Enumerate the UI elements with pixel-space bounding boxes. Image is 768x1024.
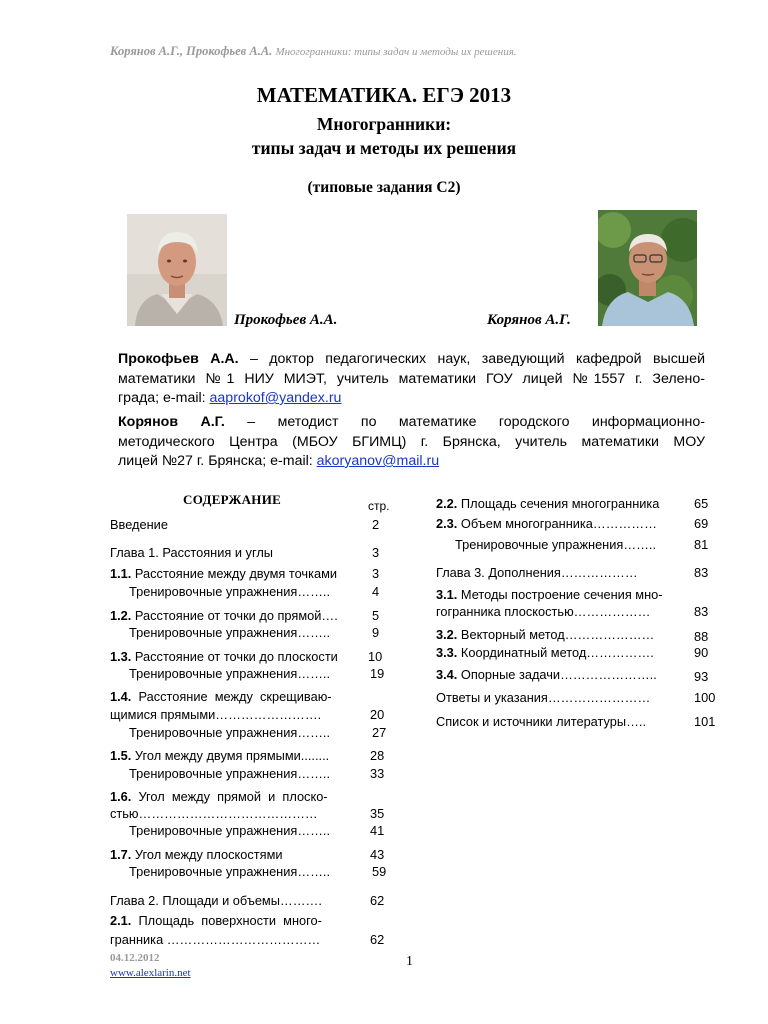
toc-entry-exercises[interactable] — [129, 823, 330, 838]
toc-page: 28 — [370, 748, 385, 763]
toc-entry-exercises[interactable] — [129, 625, 330, 640]
toc-entry-number: 1.5. — [110, 748, 132, 763]
email-link-prokofiev[interactable]: aaprokof@yandex.ru — [209, 390, 342, 406]
toc-entry-exercises[interactable] — [129, 864, 330, 879]
toc-entry-text: Глава 3. Дополнения……………… — [436, 565, 638, 580]
toc-entry-continuation[interactable] — [110, 932, 320, 947]
footer-site-link[interactable]: www.alexlarin.net — [110, 967, 191, 979]
toc-entry-2-1[interactable] — [110, 913, 322, 928]
toc-entry-exercises[interactable] — [129, 584, 330, 599]
toc-entry-text: щимися прямыми……………………. — [110, 707, 322, 722]
toc-heading: СОДЕРЖАНИЕ — [183, 492, 282, 507]
toc-entry-text: Список и источники литературы….. — [436, 714, 647, 729]
bio-text: методического Центра (МБОУ БГИМЦ) г. Брянска, учитель математики МОУ — [118, 433, 705, 450]
document-subtitle-line3: (типовые задания С2) — [307, 179, 461, 196]
toc-entry-text: Ответы и указания…………………… — [436, 690, 651, 705]
toc-page: 81 — [694, 537, 709, 552]
toc-entry-text: Тренировочные упражнения…….. — [129, 625, 331, 640]
toc-entry-text: Опорные задачи………………….. — [457, 667, 657, 682]
toc-page: 9 — [372, 625, 380, 640]
document-title: МАТЕМАТИКА. ЕГЭ 2013 — [256, 83, 512, 107]
author-photo-prokofiev — [127, 214, 227, 326]
toc-page: 62 — [370, 893, 385, 908]
toc-entry-number: 1.7. — [110, 847, 132, 862]
toc-entry-text: Координатный метод……………. — [457, 645, 654, 660]
toc-entry-1-7[interactable] — [110, 847, 283, 862]
toc-entry-number: 1.6. — [110, 789, 132, 804]
toc-entry-chapter1[interactable] — [110, 545, 273, 560]
toc-entry-3-4[interactable] — [436, 667, 657, 682]
page-number: 1 — [406, 954, 413, 969]
author-name-prokofiev: Прокофьев А.А. — [234, 312, 338, 328]
toc-entry-continuation[interactable] — [110, 707, 321, 722]
toc-entry-text: Введение — [110, 517, 168, 532]
toc-entry-text: Тренировочные упражнения…….. — [129, 823, 331, 838]
toc-page: 2 — [372, 517, 380, 532]
toc-entry-text: Векторный метод………………… — [457, 627, 655, 642]
toc-page: 65 — [694, 496, 709, 511]
toc-entry-text: Тренировочные упражнения…….. — [129, 864, 331, 879]
toc-entry-number: 1.4. — [110, 689, 132, 704]
toc-entry-text: Расстояние от точки до плоскости — [131, 649, 338, 664]
toc-entry-3-3[interactable] — [436, 645, 654, 660]
toc-entry-answers[interactable] — [436, 690, 650, 705]
toc-entry-number: 2.1. — [110, 913, 132, 928]
toc-page: 69 — [694, 516, 709, 531]
email-link-koryanov[interactable]: akoryanov@mail.ru — [316, 453, 440, 469]
portrait-image — [127, 214, 227, 326]
portrait-image — [598, 210, 697, 326]
toc-page: 83 — [694, 565, 709, 580]
author-bio-prokofiev — [118, 350, 705, 409]
toc-page: 3 — [372, 545, 380, 560]
toc-page: 3 — [372, 566, 380, 581]
toc-entry-exercises[interactable] — [129, 725, 330, 740]
toc-entry-number: 3.4. — [436, 667, 458, 682]
toc-page: 19 — [370, 666, 385, 681]
toc-entry-text: Угол между прямой и плоско- — [131, 789, 328, 804]
toc-entry-text: Площадь сечения многогранника — [457, 496, 660, 511]
toc-page: 100 — [694, 690, 716, 705]
toc-page: 41 — [370, 823, 385, 838]
toc-entry-chapter3[interactable] — [436, 565, 638, 580]
toc-entry-number: 3.3. — [436, 645, 458, 660]
toc-entry-1-3[interactable] — [110, 649, 338, 664]
toc-entry-text: Тренировочные упражнения…….. — [129, 725, 331, 740]
author-name-koryanov: Корянов А.Г. — [487, 312, 571, 328]
author-photo-koryanov — [598, 210, 697, 326]
toc-page: 43 — [370, 847, 385, 862]
footer-date: 04.12.2012 — [110, 952, 160, 964]
bio-text: – методист по математике городского информационно- — [224, 414, 705, 430]
bio-text: – доктор педагогических наук, заведующий кафедрой высшей — [238, 351, 705, 367]
toc-entry-text: Глава 2. Площади и объемы………. — [110, 893, 322, 908]
toc-page: 4 — [372, 584, 380, 599]
toc-entry-continuation[interactable] — [110, 806, 318, 821]
bio-text: града; e-mail: — [118, 390, 210, 406]
toc-entry-1-6[interactable] — [110, 789, 328, 804]
document-subtitle-line2: типы задач и методы их решения — [251, 138, 517, 158]
toc-page: 59 — [372, 864, 387, 879]
toc-entry-exercises[interactable] — [129, 766, 330, 781]
toc-entry-1-4[interactable] — [110, 689, 332, 704]
bio-name: Корянов А.Г. — [118, 414, 225, 430]
toc-page: 101 — [694, 714, 716, 729]
toc-entry-text: Методы построение сечения мно- — [457, 587, 663, 602]
toc-entry-number: 1.1. — [110, 566, 132, 581]
toc-entry-text: Площадь поверхности много- — [131, 913, 322, 928]
toc-entry-number: 2.3. — [436, 516, 458, 531]
author-bio-koryanov — [118, 413, 705, 472]
toc-entry-text: стью…………………………………… — [110, 806, 318, 821]
toc-page: 27 — [372, 725, 387, 740]
toc-page: 5 — [372, 608, 380, 623]
toc-page: 35 — [370, 806, 385, 821]
toc-entry-text: Тренировочные упражнения…….. — [455, 537, 657, 552]
bio-name: Прокофьев А.А. — [118, 351, 239, 367]
toc-entry-number: 2.2. — [436, 496, 458, 511]
running-header-authors: Корянов А.Г., Прокофьев А.А. — [110, 44, 273, 58]
toc-entry-3-1[interactable] — [436, 587, 663, 602]
toc-page: 62 — [370, 932, 385, 947]
toc-entry-number: 1.2. — [110, 608, 132, 623]
toc-entry-3-2[interactable] — [436, 627, 654, 642]
running-header — [110, 44, 517, 59]
toc-page: 10 — [368, 649, 383, 664]
toc-entry-text: Объем многогранника…………… — [457, 516, 657, 531]
toc-page: 93 — [694, 669, 709, 684]
toc-entry-1-5[interactable] — [110, 748, 329, 763]
toc-page: 20 — [370, 707, 385, 722]
toc-page: 33 — [370, 766, 385, 781]
toc-entry-exercises[interactable] — [129, 666, 330, 681]
toc-entry-bibliography[interactable] — [436, 714, 646, 729]
toc-entry-text: гранника ……………………………… — [110, 932, 321, 947]
toc-entry-2-2[interactable] — [436, 496, 659, 511]
toc-entry-text: Тренировочные упражнения…….. — [129, 584, 331, 599]
toc-entry-chapter2[interactable] — [110, 893, 322, 908]
toc-entry-text: гогранника плоскостью……………… — [436, 604, 651, 619]
running-header-title: Многогранники: типы задач и методы их решения. — [275, 46, 517, 58]
toc-entry-number: 3.1. — [436, 587, 458, 602]
toc-entry-continuation[interactable] — [436, 604, 650, 619]
toc-entry-text: Тренировочные упражнения…….. — [129, 766, 331, 781]
toc-entry-text: Расстояние от точки до прямой…. — [131, 608, 338, 623]
toc-page: 83 — [694, 604, 709, 619]
toc-entry-intro[interactable] — [110, 517, 168, 532]
toc-page: 88 — [694, 629, 709, 644]
bio-text: лицей №27 г. Брянска; e-mail: — [118, 453, 317, 469]
toc-entry-exercises[interactable] — [455, 537, 656, 552]
toc-entry-number: 3.2. — [436, 627, 458, 642]
toc-page: 90 — [694, 645, 709, 660]
toc-entry-text: Угол между двумя прямыми........ — [131, 748, 330, 763]
toc-page-column-label: стр. — [368, 499, 390, 513]
toc-entry-number: 1.3. — [110, 649, 132, 664]
toc-entry-text: Расстояние между двумя точками — [131, 566, 338, 581]
bio-text: математики №1 НИУ МИЭТ, учитель математики ГОУ лицей №1557 г. Зелено- — [118, 370, 705, 387]
toc-entry-1-1[interactable] — [110, 566, 337, 581]
toc-entry-text: Глава 1. Расстояния и углы — [110, 545, 273, 560]
toc-entry-text: Тренировочные упражнения…….. — [129, 666, 331, 681]
toc-entry-1-2[interactable] — [110, 608, 338, 623]
toc-entry-text: Угол между плоскостями — [131, 847, 283, 862]
document-subtitle-line1: Многогранники: — [316, 114, 452, 134]
toc-entry-text: Расстояние между скрещиваю- — [131, 689, 332, 704]
toc-entry-2-3[interactable] — [436, 516, 657, 531]
